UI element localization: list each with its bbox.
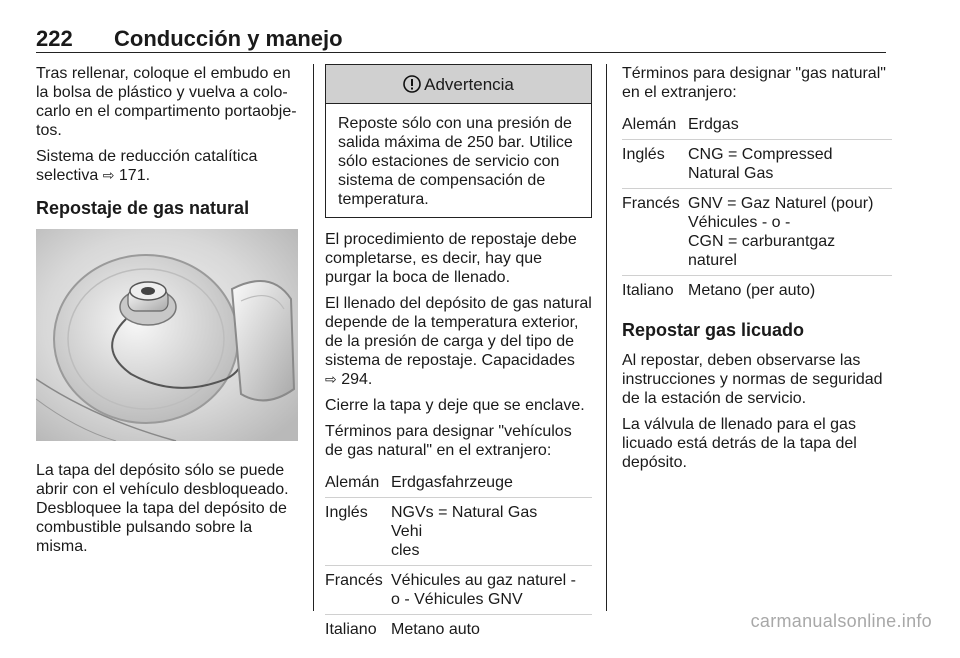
term-value: Véhicules au gaz naturel - o - Véhicules GNV bbox=[391, 572, 576, 608]
paragraph-purge: El procedimiento de repostaje debe completarse, es decir, hay que purgar la boca de llenado. bbox=[325, 231, 577, 286]
paragraph-flap-unlock: La tapa del depósito sólo se puede abrir con el vehículo desbloqueado. Desbloquee la tapa del depósito de combustible pulsando sobre la misma. bbox=[36, 462, 289, 555]
term-row bbox=[325, 566, 592, 615]
term-language: Francés bbox=[325, 572, 383, 589]
term-value: Metano auto bbox=[391, 621, 480, 638]
section-heading-lpg: Repostar gas licuado bbox=[622, 320, 805, 340]
term-row bbox=[622, 110, 892, 140]
capacities-page-ref[interactable]: 294. bbox=[341, 371, 373, 388]
paragraph-gas-terms: Términos para designar "gas natural" en el extranjero: bbox=[622, 65, 886, 101]
term-language: Alemán bbox=[622, 116, 677, 133]
paragraph-scr-reference bbox=[36, 147, 300, 185]
column-divider-2 bbox=[606, 64, 607, 611]
watermark: carmanualsonline.info bbox=[750, 611, 932, 631]
term-row bbox=[325, 615, 592, 644]
section-heading-natural-gas: Repostaje de gas natural bbox=[36, 198, 250, 218]
scr-page-ref[interactable]: 171. bbox=[118, 167, 151, 184]
warning-title: Advertencia bbox=[424, 74, 514, 94]
scr-text: Sistema de reducción catalítica selectiva bbox=[36, 148, 258, 184]
term-row bbox=[325, 468, 592, 498]
paragraph-funnel: Tras rellenar, coloque el embudo en la bolsa de plástico y vuelva a colocarlo en el compartimento portaobjetos. bbox=[36, 65, 297, 139]
column-2 bbox=[325, 64, 592, 658]
term-language: Italiano bbox=[325, 621, 377, 638]
term-language: Inglés bbox=[622, 146, 665, 163]
column-divider-1 bbox=[313, 64, 314, 611]
fuel-filler-illustration bbox=[36, 229, 298, 441]
paragraph-lpg-safety: Al repostar, deben observarse las instrucciones y normas de seguridad de la estación de servicio. bbox=[622, 352, 883, 407]
term-row bbox=[622, 140, 892, 189]
column-1 bbox=[36, 64, 300, 563]
term-language: Italiano bbox=[622, 282, 674, 299]
term-row bbox=[622, 276, 892, 305]
term-value: Erdgasfahrzeuge bbox=[391, 474, 513, 491]
gas-terms-table bbox=[622, 110, 892, 305]
page-ref-icon: ⇨ bbox=[102, 167, 115, 183]
paragraph-close-cap: Cierre la tapa y deje que se enclave. bbox=[325, 397, 585, 414]
warning-text: Reposte sólo con una presión de salida máxima de 250 bar. Utilice sólo estaciones de servicio con sistema de compensación de temperatura. bbox=[338, 115, 573, 208]
term-language: Alemán bbox=[325, 474, 380, 491]
term-row bbox=[325, 498, 592, 566]
page-number: 222 bbox=[36, 26, 73, 51]
vehicle-terms-table bbox=[325, 468, 592, 644]
warning-icon bbox=[403, 75, 421, 93]
term-value: NGVs = Natural Gas Vehi cles bbox=[391, 504, 538, 559]
term-value: CNG = Compressed Natural Gas bbox=[688, 146, 833, 182]
term-language: Inglés bbox=[325, 504, 368, 521]
paragraph-lpg-valve: La válvula de llenado para el gas licuado está detrás de la tapa del depósito. bbox=[622, 416, 857, 471]
term-value: Erdgas bbox=[688, 116, 739, 133]
warning-header bbox=[326, 65, 591, 104]
chapter-title: Conducción y manejo bbox=[114, 26, 343, 51]
page-header bbox=[36, 26, 886, 53]
warning-box bbox=[325, 64, 592, 218]
paragraph-vehicle-terms: Términos para designar "vehículos de gas natural" en el extranjero: bbox=[325, 423, 572, 459]
column-3 bbox=[622, 64, 892, 479]
fill-conditions-text: El llenado del depósito de gas natural depende de la temperatura exterior, de la presión de carga y del tipo de sistema de repostaje. Capacidades bbox=[325, 295, 592, 369]
term-row bbox=[622, 189, 892, 276]
term-value: Metano (per auto) bbox=[688, 282, 816, 299]
term-language: Francés bbox=[622, 195, 680, 212]
page-ref-icon: ⇨ bbox=[325, 371, 337, 387]
term-value: GNV = Gaz Naturel (pour) Véhicules - o - CGN = carburantgaz naturel bbox=[688, 195, 874, 269]
paragraph-fill-conditions bbox=[325, 294, 592, 389]
